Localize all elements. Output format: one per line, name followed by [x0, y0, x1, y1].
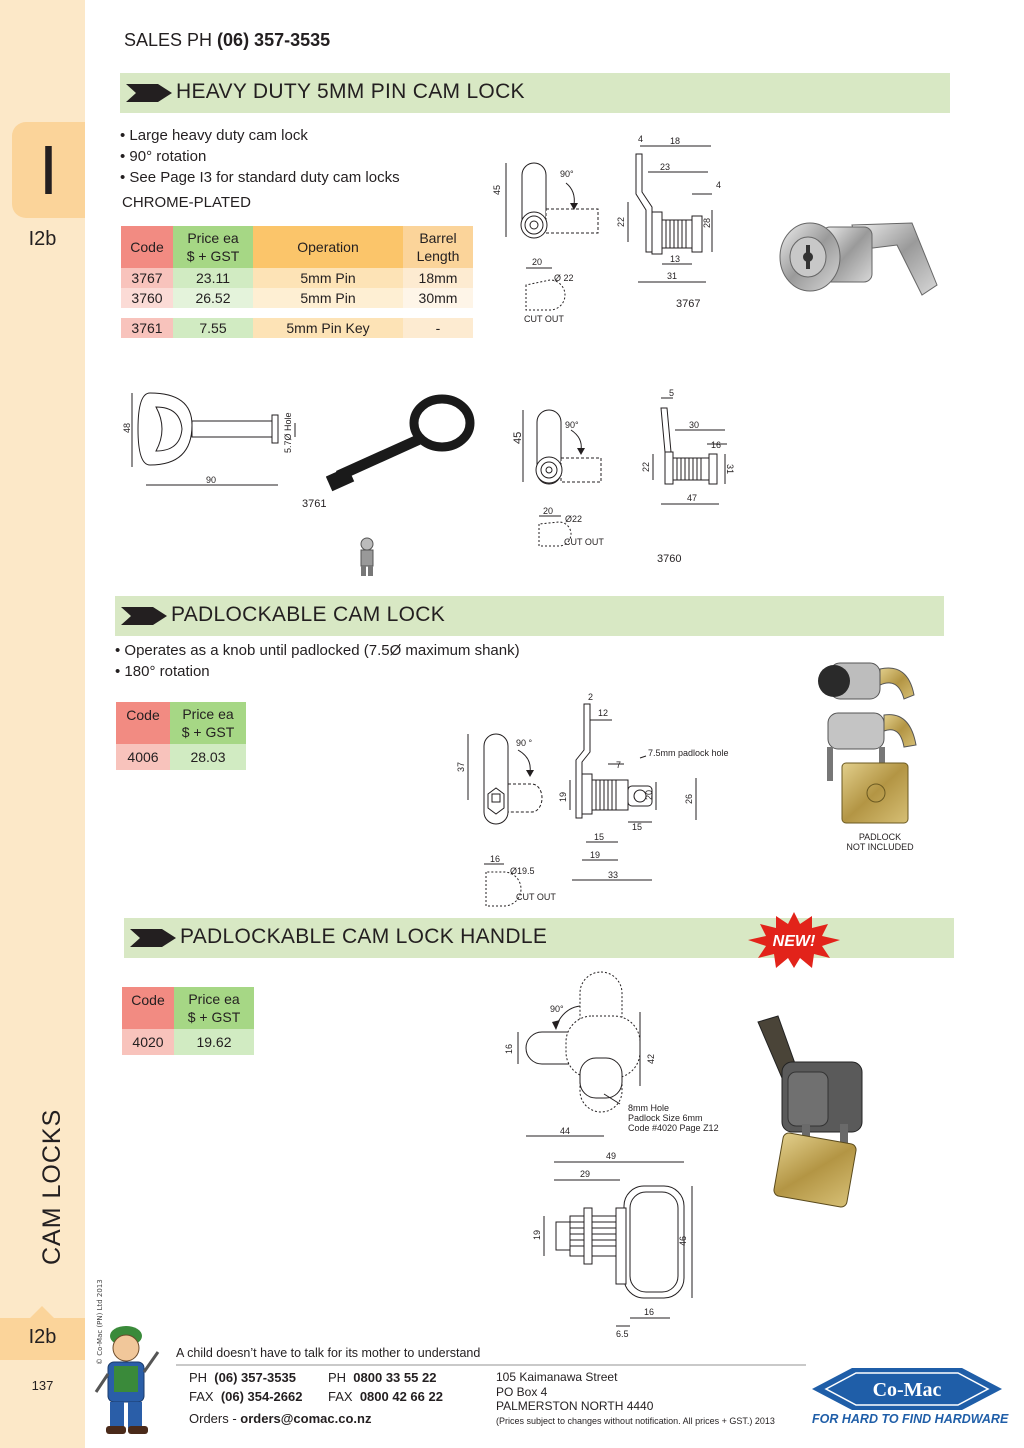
- footer-phone-free: PH 0800 33 55 22: [328, 1370, 437, 1385]
- svg-text:15: 15: [632, 822, 643, 832]
- col-price: Price ea $ + GST: [173, 226, 253, 268]
- svg-text:22: 22: [616, 216, 626, 227]
- section-banner-padlockable: [115, 596, 944, 636]
- table-row: 4020 19.62: [122, 1029, 254, 1055]
- tagline: A child doesn’t have to talk for its mother to understand: [176, 1346, 481, 1360]
- section-tab: [12, 122, 85, 218]
- svg-text:20: 20: [644, 789, 654, 800]
- diagram-3761-key: [120, 385, 305, 495]
- svg-text:31: 31: [725, 464, 735, 475]
- svg-text:4: 4: [638, 134, 644, 144]
- svg-text:44: 44: [560, 1126, 571, 1136]
- svg-text:90 °: 90 °: [516, 738, 533, 748]
- feature-item: • 90° rotation: [120, 146, 400, 167]
- figure-label-3761: 3761: [302, 498, 327, 510]
- diagram-3767-front: [488, 155, 613, 330]
- feature-item: • See Page I3 for standard duty cam locks: [120, 167, 400, 188]
- sales-phone[interactable]: (06) 357-3535: [217, 30, 331, 50]
- cut-out-label: CUT OUT: [516, 892, 556, 902]
- svg-text:90°: 90°: [565, 420, 579, 430]
- diagram-3760-side: [635, 388, 735, 513]
- section-title: PADLOCKABLE CAM LOCK: [171, 603, 446, 626]
- svg-text:90°: 90°: [560, 169, 574, 179]
- orders-email-link[interactable]: orders@comac.co.nz: [240, 1411, 372, 1426]
- feature-item: • 180° rotation: [115, 661, 520, 682]
- cut-out-label: CUT OUT: [564, 537, 604, 547]
- figure-label-3767: 3767: [676, 298, 701, 310]
- svg-text:6.5: 6.5: [616, 1329, 629, 1339]
- svg-text:16: 16: [644, 1307, 655, 1317]
- price-table-heavy-duty: [121, 226, 473, 338]
- svg-text:28: 28: [702, 217, 712, 228]
- svg-text:90: 90: [206, 475, 217, 485]
- svg-text:33: 33: [608, 870, 619, 880]
- svg-text:29: 29: [580, 1169, 591, 1179]
- col-operation: Operation: [253, 226, 403, 268]
- svg-text:37: 37: [456, 761, 466, 772]
- svg-text:26: 26: [684, 793, 694, 804]
- diagram-3767-side: [612, 132, 730, 302]
- section-banner-heavy-duty: [120, 73, 950, 113]
- col-price: Price ea $ + GST: [174, 987, 254, 1029]
- svg-text:45: 45: [512, 431, 524, 444]
- footer-orders: Orders - orders@comac.co.nz: [189, 1411, 372, 1426]
- svg-text:Ø 22: Ø 22: [554, 273, 574, 283]
- arrow-icon: [130, 929, 176, 947]
- svg-text:90°: 90°: [550, 1004, 564, 1014]
- diagram-3760-front: [505, 400, 610, 550]
- figure-label-3760: 3760: [657, 553, 682, 565]
- svg-text:46: 46: [678, 1235, 688, 1246]
- arrow-icon: [121, 607, 167, 625]
- feature-item: • Operates as a knob until padlocked (7.5Ø maximum shank): [115, 640, 520, 661]
- svg-text:16: 16: [490, 854, 501, 864]
- fineprint: (Prices subject to changes without notification. All prices + GST.) 2013: [496, 1415, 775, 1426]
- svg-text:19: 19: [590, 850, 601, 860]
- mascot-illustration: [92, 1322, 162, 1434]
- diagram-4006-front: [452, 728, 547, 908]
- svg-text:Ø19.5: Ø19.5: [510, 866, 535, 876]
- finish-label: CHROME-PLATED: [122, 194, 251, 211]
- svg-text:4: 4: [716, 180, 722, 190]
- col-code: Code: [121, 226, 173, 268]
- diagram-4006-side: [548, 690, 738, 885]
- svg-text:30: 30: [689, 420, 700, 430]
- footer-fax: FAX (06) 354-2662: [189, 1389, 303, 1404]
- feature-item: • Large heavy duty cam lock: [120, 125, 400, 146]
- svg-text:19: 19: [558, 791, 568, 802]
- svg-text:12: 12: [598, 708, 609, 718]
- svg-text:NEW!: NEW!: [772, 933, 816, 950]
- svg-text:18: 18: [670, 136, 681, 146]
- feature-list: [120, 125, 400, 188]
- svg-text:22: 22: [641, 461, 651, 472]
- svg-text:23: 23: [660, 162, 671, 172]
- svg-text:47: 47: [687, 493, 698, 503]
- footer-address: 105 Kaimanawa Street PO Box 4 PALMERSTON NORTH 4440 (Prices subject to changes without notification. All prices + GST.) 2013: [496, 1370, 775, 1428]
- section-code-bottom: I2b: [28, 1326, 57, 1348]
- page-number: 137: [31, 1378, 54, 1393]
- product-photo-3761: [326, 393, 481, 493]
- comac-logo[interactable]: [812, 1368, 1002, 1410]
- table-row: 3767 23.11 5mm Pin 18mm: [121, 268, 473, 288]
- svg-text:19: 19: [532, 1229, 542, 1240]
- svg-text:13: 13: [670, 254, 681, 264]
- arrow-icon: [126, 84, 172, 102]
- footer-fax-free: FAX 0800 42 66 22: [328, 1389, 443, 1404]
- slogan: FOR HARD TO FIND HARDWARE: [812, 1412, 1009, 1426]
- section-tab-bottom: [0, 1318, 85, 1360]
- price-table-handle: [122, 987, 254, 1055]
- sales-phone-header: SALES PH (06) 357-3535: [124, 30, 331, 50]
- feature-list: [115, 640, 520, 682]
- col-barrel: Barrel Length: [403, 226, 473, 268]
- svg-text:7: 7: [616, 760, 622, 770]
- svg-text:Ø22: Ø22: [565, 514, 583, 524]
- svg-text:15: 15: [594, 832, 605, 842]
- section-code-top: I2b: [28, 228, 57, 250]
- svg-text:48: 48: [122, 422, 132, 433]
- section-letter: I: [38, 131, 59, 209]
- new-badge: [748, 912, 840, 968]
- svg-text:2: 2: [588, 692, 594, 702]
- product-photo-4006: [800, 655, 930, 835]
- section-title: HEAVY DUTY 5MM PIN CAM LOCK: [176, 80, 525, 103]
- section-title: PADLOCKABLE CAM LOCK HANDLE: [180, 925, 548, 948]
- col-code: Code: [116, 702, 170, 744]
- svg-text:49: 49: [606, 1151, 617, 1161]
- section-vertical-title: CAM LOCKS: [38, 1108, 66, 1265]
- footer-phone: PH (06) 357-3535: [189, 1370, 296, 1385]
- diagram-4020-side: [520, 1150, 700, 1340]
- svg-text:45: 45: [492, 184, 502, 195]
- svg-text:Co-Mac: Co-Mac: [872, 1379, 942, 1401]
- table-row: 4006 28.03: [116, 744, 246, 770]
- table-row: 3761 7.55 5mm Pin Key -: [121, 318, 473, 338]
- svg-text:16: 16: [711, 440, 722, 450]
- price-table-padlockable: [116, 702, 246, 770]
- product-photo-3767: [772, 205, 942, 315]
- col-code: Code: [122, 987, 174, 1029]
- svg-text:5.7Ø Hole: 5.7Ø Hole: [283, 412, 293, 453]
- padlock-note: PADLOCK NOT INCLUDED: [846, 832, 914, 852]
- svg-text:31: 31: [667, 271, 678, 281]
- svg-text:16: 16: [504, 1043, 514, 1054]
- copyright: © Co-Mac (PN) Ltd 2013: [96, 1279, 104, 1365]
- table-row: 3760 26.52 5mm Pin 30mm: [121, 288, 473, 308]
- mascot-icon: [355, 536, 379, 578]
- svg-text:42: 42: [646, 1053, 656, 1064]
- handle-notes: 8mm Hole Padlock Size 6mm Code #4020 Page Z12: [628, 1103, 719, 1133]
- product-photo-4020: [748, 1012, 878, 1212]
- footer-divider: [176, 1364, 806, 1366]
- svg-text:7.5mm padlock hole: 7.5mm padlock hole: [648, 748, 729, 758]
- svg-text:20: 20: [543, 506, 554, 516]
- svg-text:5: 5: [669, 388, 675, 398]
- cut-out-label: CUT OUT: [524, 314, 564, 324]
- col-price: Price ea $ + GST: [170, 702, 246, 744]
- svg-text:20: 20: [532, 257, 543, 267]
